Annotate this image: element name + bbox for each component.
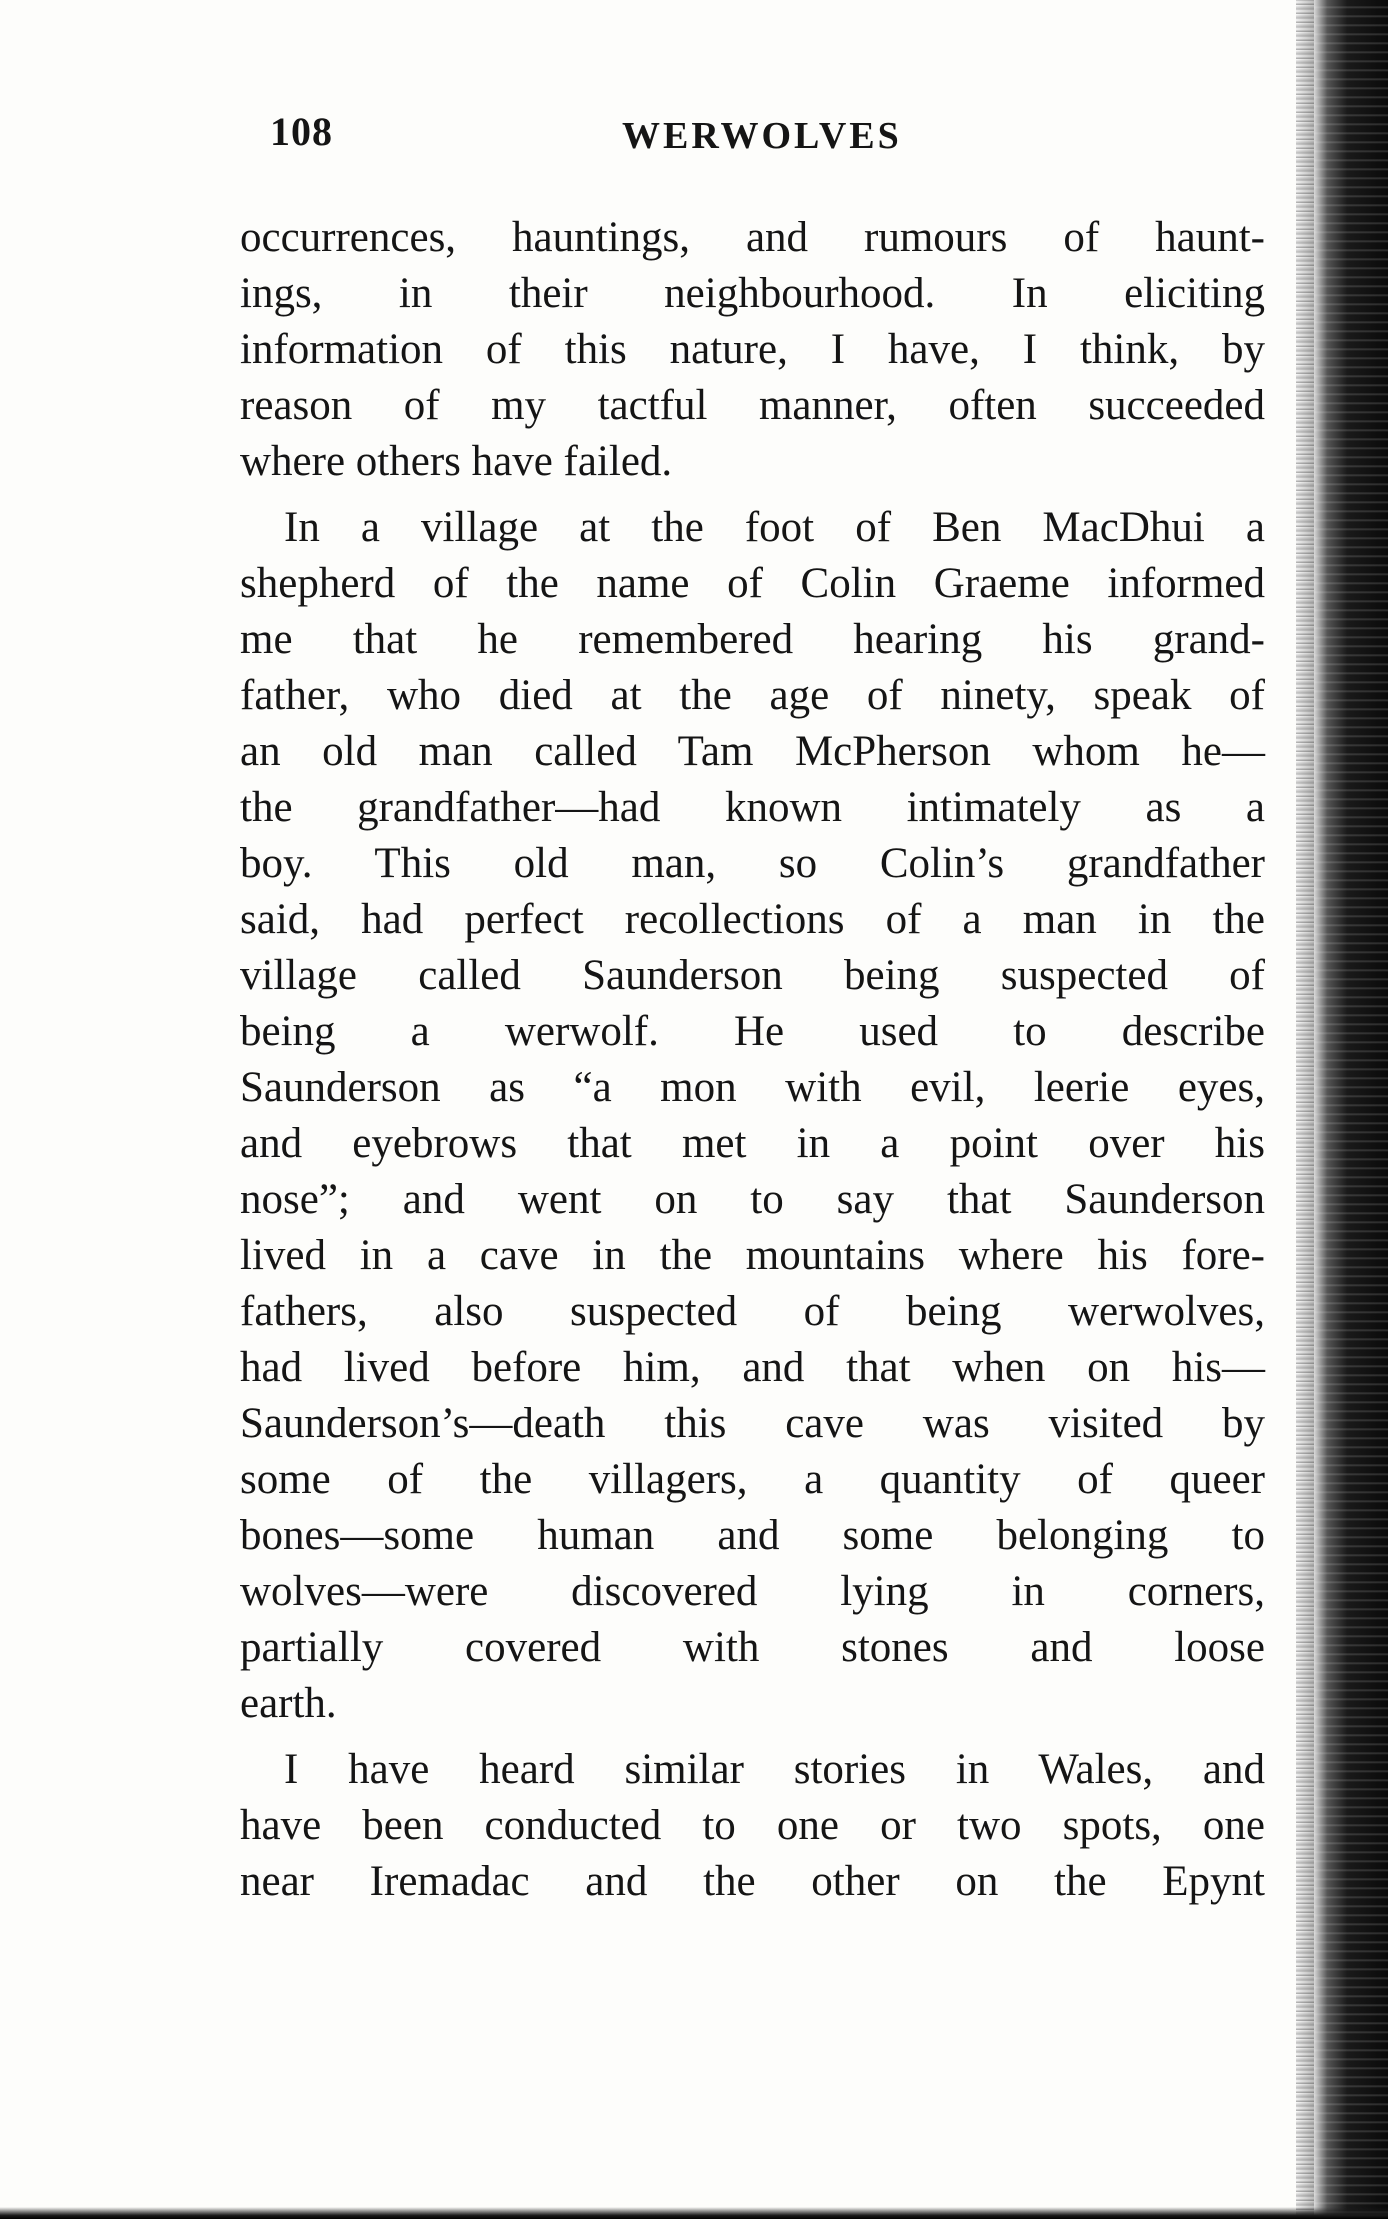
text-line: occurrences, hauntings, and rumours of haunt-: [240, 214, 1265, 261]
text-line: nose”; and went on to say that Saunderson: [240, 1176, 1265, 1223]
paragraph-1: [240, 210, 1270, 490]
bottom-edge: [0, 2207, 1388, 2219]
text-line: I have heard similar stories in Wales, and: [284, 1746, 1265, 1793]
paragraph-gap: [240, 1732, 1270, 1742]
text-line: fathers, also suspected of being werwolves,: [240, 1288, 1265, 1335]
page-number: 108: [270, 109, 333, 154]
text-line: the grandfather—had known intimately as a: [240, 784, 1265, 831]
text-line: Saunderson’s—death this cave was visited by: [240, 1400, 1265, 1447]
text-line: wolves—were discovered lying in corners,: [240, 1568, 1265, 1615]
text-line: said, had perfect recollections of a man in the: [240, 896, 1265, 943]
text-line: an old man called Tam McPherson whom he—: [240, 728, 1265, 775]
running-title: WERWOLVES: [622, 115, 902, 157]
text-line: partially covered with stones and loose: [240, 1624, 1265, 1671]
paragraph-gap: [240, 490, 1270, 500]
text-line: had lived before him, and that when on his—: [240, 1344, 1265, 1391]
text-line: being a werwolf. He used to describe: [240, 1008, 1265, 1055]
text-line: Saunderson as “a mon with evil, leerie eyes,: [240, 1064, 1265, 1111]
text-line: have been conducted to one or two spots, one: [240, 1802, 1265, 1849]
text-line: boy. This old man, so Colin’s grandfather: [240, 840, 1265, 887]
paragraph-3: [240, 1742, 1270, 1910]
text-line: father, who died at the age of ninety, speak of: [240, 672, 1265, 719]
paragraph-2: [240, 500, 1270, 1732]
text-line: lived in a cave in the mountains where his fore-: [240, 1232, 1265, 1279]
text-line: ings, in their neighbourhood. In eliciting: [240, 270, 1265, 317]
text-line: reason of my tactful manner, often succeeded: [240, 382, 1265, 429]
page-body: [240, 210, 1270, 1910]
page-header: [270, 108, 1270, 168]
text-line: earth.: [240, 1680, 337, 1727]
text-line: some of the villagers, a quantity of queer: [240, 1456, 1265, 1503]
text-line: and eyebrows that met in a point over his: [240, 1120, 1265, 1167]
text-line: In a village at the foot of Ben MacDhui a: [284, 504, 1265, 551]
text-line: shepherd of the name of Colin Graeme informed: [240, 560, 1265, 607]
text-line: me that he remembered hearing his grand-: [240, 616, 1265, 663]
text-line: village called Saunderson being suspected of: [240, 952, 1265, 999]
binding-edge: [1314, 0, 1388, 2219]
text-line: bones—some human and some belonging to: [240, 1512, 1265, 1559]
text-line: where others have failed.: [240, 438, 673, 485]
text-line: information of this nature, I have, I think, by: [240, 326, 1265, 373]
text-line: near Iremadac and the other on the Epynt: [240, 1858, 1265, 1905]
